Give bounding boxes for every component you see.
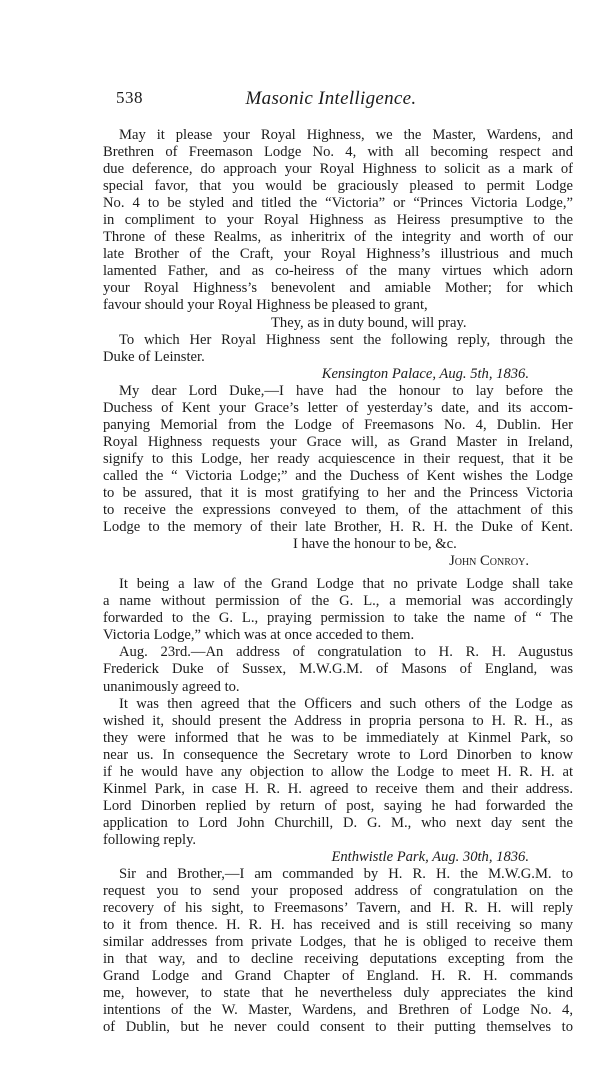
text-line: to receive the expressions conveyed to them, of the attachment of this bbox=[103, 502, 573, 519]
text-line: signify to this Lodge, her ready acquiescence in their request, that it be bbox=[103, 450, 573, 467]
text-line: wished it, should present the Address in propria persona to H. R. H., as bbox=[103, 712, 573, 729]
text-line: They, as in duty bound, will pray. bbox=[271, 314, 467, 331]
text-line: Lodge to the memory of their late Brother, H. R. H. the Duke of Kent. bbox=[103, 519, 573, 536]
text-line: recovery of his sight, to Freemasons’ Tavern, and H. R. H. will reply bbox=[103, 900, 573, 917]
text-line: Sir and Brother,—I am commanded by H. R. H. the M.W.G.M. to bbox=[119, 866, 573, 883]
text-line: Enthwistle Park, Aug. 30th, 1836. bbox=[331, 848, 529, 865]
text-line: Kensington Palace, Aug. 5th, 1836. bbox=[321, 365, 529, 382]
text-line: John Conroy. bbox=[449, 553, 529, 570]
text-line: due deference, do approach your Royal Highness to solicit as a mark of bbox=[103, 161, 573, 178]
text-line: following reply. bbox=[103, 831, 197, 848]
text-line: to be assured, that it is most gratifying to her and the Princess Victoria bbox=[103, 484, 573, 501]
text-line: me, however, to state that he nevertheless duly appreciates the kind bbox=[103, 985, 573, 1002]
text-line: Victoria Lodge,” which was at once acceded to them. bbox=[103, 627, 415, 644]
text-line: To which Her Royal Highness sent the following reply, through the bbox=[119, 331, 573, 348]
text-line: May it please your Royal Highness, we the Master, Wardens, and bbox=[119, 127, 573, 143]
text-line: No. 4 to be styled and titled the “Victoria” or “Princes Victoria Lodge,” bbox=[103, 195, 573, 212]
text-line: Brethren of Freemason Lodge No. 4, with all becoming respect and bbox=[103, 144, 573, 161]
text-line: panying Memorial from the Lodge of Freemasons No. 4, Dublin. Her bbox=[103, 416, 573, 433]
text-line: called the “ Victoria Lodge;” and the Duchess of Kent wishes the Lodge bbox=[103, 467, 573, 484]
text-line: if he would have any objection to allow the Lodge to meet H. R. H. at bbox=[103, 763, 573, 780]
text-line: Throne of these Realms, as inheritrix of the integrity and worth of our bbox=[103, 229, 573, 246]
text-line: application to Lord John Churchill, D. G. M., who next day sent the bbox=[103, 814, 573, 831]
text-line: favour should your Royal Highness be pleased to grant, bbox=[103, 297, 428, 314]
text-line: Duchess of Kent your Grace’s letter of yesterday’s date, and its accom- bbox=[103, 399, 573, 416]
text-line: I have the honour to be, &c. bbox=[293, 536, 457, 553]
text-line: Lord Dinorben replied by return of post, saying he had forwarded the bbox=[103, 797, 573, 814]
text-line: forwarded to the G. L., praying permission to take the name of “ The bbox=[103, 610, 573, 627]
text-line: they were informed that he was to be immediately at Kinmel Park, so bbox=[103, 729, 573, 746]
text-line: Royal Highness requests your Grace will, as Grand Master in Ireland, bbox=[103, 433, 573, 450]
text-line: intentions of the W. Master, Wardens, and Brethren of Lodge No. 4, bbox=[103, 1002, 573, 1019]
text-line: special favor, that you would be graciously pleased to permit Lodge bbox=[103, 178, 573, 195]
running-title: Masonic Intelligence. bbox=[245, 88, 417, 109]
page-header bbox=[116, 88, 546, 112]
body-text bbox=[103, 127, 573, 1036]
text-line: Grand Lodge and Grand Chapter of England. H. R. H. commands bbox=[103, 968, 573, 985]
text-line: unanimously agreed to. bbox=[103, 678, 240, 695]
text-line: Aug. 23rd.—An address of congratulation to H. R. H. Augustus bbox=[119, 644, 573, 661]
text-line: Frederick Duke of Sussex, M.W.G.M. of Masons of England, was bbox=[103, 661, 573, 678]
text-line: It was then agreed that the Officers and such others of the Lodge as bbox=[119, 695, 573, 712]
text-line: near us. In consequence the Secretary wrote to Lord Dinorben to know bbox=[103, 746, 573, 763]
text-line: similar addresses from private Lodges, that he is obliged to receive them bbox=[103, 934, 573, 951]
page-number: 538 bbox=[116, 88, 143, 107]
text-line: in that way, and to decline receiving deputations excepting from the bbox=[103, 951, 573, 968]
text-line: late Brother of the Craft, your Royal Highness’s illustrious and much bbox=[103, 246, 573, 263]
text-line: It being a law of the Grand Lodge that no private Lodge shall take bbox=[119, 576, 573, 593]
text-line: in compliment to your Royal Highness as Heiress presumptive to the bbox=[103, 212, 573, 229]
text-line: of Dublin, but he never could consent to their putting themselves to bbox=[103, 1019, 573, 1036]
text-line: Duke of Leinster. bbox=[103, 348, 205, 365]
text-line: lamented Father, and as co-heiress of the many virtues which adorn bbox=[103, 263, 573, 280]
text-line: to it from thence. H. R. H. has received and is still receiving so many bbox=[103, 917, 573, 934]
text-line: Kinmel Park, in case H. R. H. agreed to receive them and their address. bbox=[103, 780, 573, 797]
text-line: your Royal Highness’s benevolent and amiable Mother; for which bbox=[103, 280, 573, 297]
text-line: a name without permission of the G. L., a memorial was accordingly bbox=[103, 593, 573, 610]
text-line: My dear Lord Duke,—I have had the honour to lay before the bbox=[119, 382, 573, 399]
text-line: request you to send your proposed address of congratulation on the bbox=[103, 883, 573, 900]
